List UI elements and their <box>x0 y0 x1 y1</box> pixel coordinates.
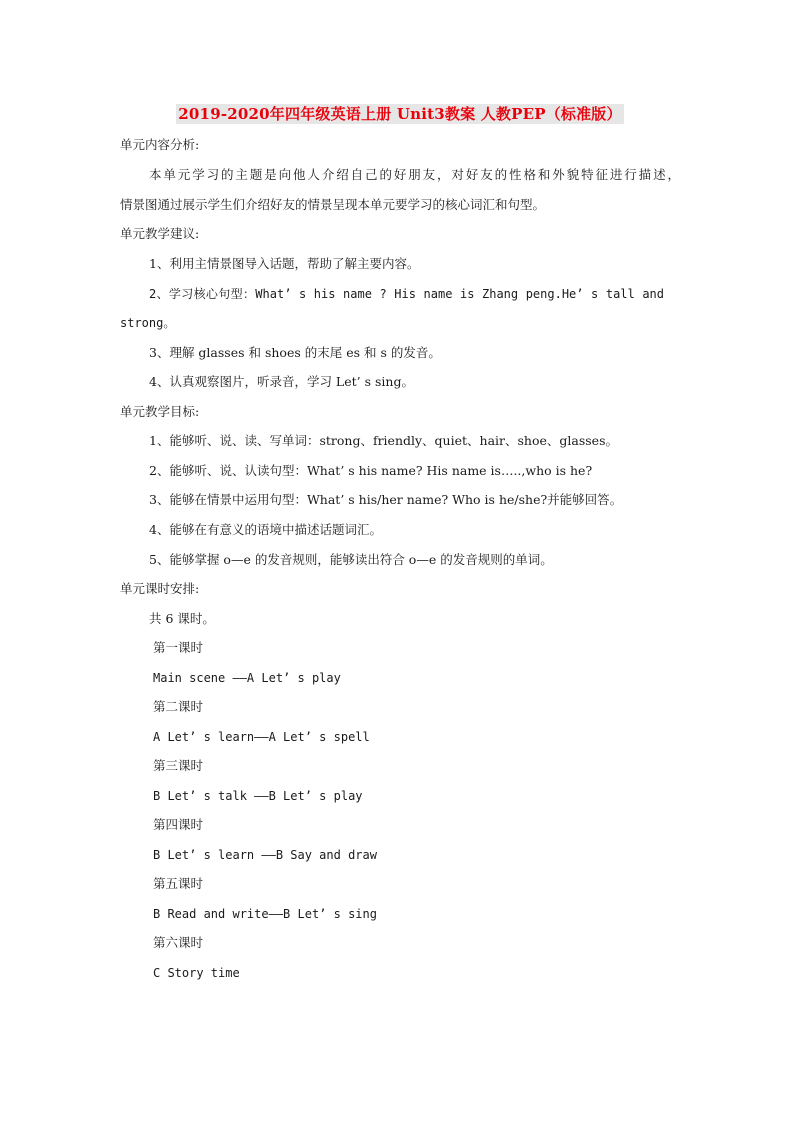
lesson-1-name: 第一课时 <box>153 640 204 655</box>
goal-item-2: 2、能够听、说、认读句型：What’ s his name? His name is…..,who is he? <box>149 463 593 478</box>
document-title-text: 2019-2020年四年级英语上册 Unit3教案 人教PEP（标准版） <box>178 105 622 123</box>
suggestion-item-4: 4、认真观察图片，听录音，学习 Let’ s sing。 <box>149 374 414 389</box>
document-title <box>0 103 800 124</box>
goal-item-1: 1、能够听、说、读、写单词：strong、friendly、quiet、hair、shoe、glasses。 <box>149 433 618 448</box>
schedule-total: 共 6 课时。 <box>149 611 215 626</box>
goals-heading: 单元教学目标: <box>120 404 200 419</box>
suggestions-heading: 单元教学建议: <box>120 226 200 241</box>
lesson-3-name: 第三课时 <box>153 758 204 773</box>
goal-item-3: 3、能够在情景中运用句型：What’ s his/her name? Who is he/she?并能够回答。 <box>149 492 623 507</box>
schedule-heading: 单元课时安排: <box>120 581 200 596</box>
lesson-3-content: B Let’ s talk ——B Let’ s play <box>153 789 363 803</box>
lesson-4-name: 第四课时 <box>153 817 204 832</box>
lesson-5-content: B Read and write——B Let’ s sing <box>153 907 377 921</box>
goal-item-5: 5、能够掌握 o—e 的发音规则，能够读出符合 o—e 的发音规则的单词。 <box>149 552 553 567</box>
suggestion-item-3: 3、理解 glasses 和 shoes 的末尾 es 和 s 的发音。 <box>149 345 441 360</box>
lesson-6-name: 第六课时 <box>153 935 204 950</box>
content-analysis-paragraph-line-1: 本单元学习的主题是向他人介绍自己的好朋友，对好友的性格和外貌特征进行描述， <box>149 167 680 182</box>
suggestion-item-1: 1、利用主情景图导入话题，帮助了解主要内容。 <box>149 256 420 271</box>
content-analysis-paragraph-line-2: 情景图通过展示学生们介绍好友的情景呈现本单元要学习的核心词汇和句型。 <box>120 197 546 212</box>
lesson-2-name: 第二课时 <box>153 699 204 714</box>
goal-item-4: 4、能够在有意义的语境中描述话题词汇。 <box>149 522 382 537</box>
content-analysis-heading: 单元内容分析: <box>120 137 200 152</box>
suggestion-item-2-line-1: 2、学习核心句型：What’ s his name ? His name is Zhang peng.He’ s tall and <box>149 287 664 301</box>
lesson-6-content: C Story time <box>153 966 240 980</box>
suggestion-item-2-line-2: strong。 <box>120 316 176 330</box>
lesson-2-content: A Let’ s learn——A Let’ s spell <box>153 730 370 744</box>
lesson-1-content: Main scene ——A Let’ s play <box>153 671 341 685</box>
lesson-4-content: B Let’ s learn ——B Say and draw <box>153 848 377 862</box>
lesson-5-name: 第五课时 <box>153 876 204 891</box>
